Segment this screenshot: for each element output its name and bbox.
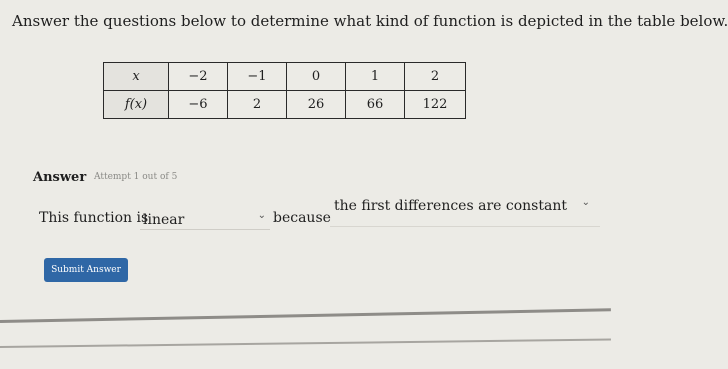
table-cell: 26 xyxy=(287,91,346,119)
table-row-x xyxy=(104,63,466,91)
table-cell: 2 xyxy=(405,63,466,91)
chevron-down-icon: ⌄ xyxy=(581,197,590,208)
table-cell: −2 xyxy=(169,63,228,91)
divider xyxy=(0,339,611,348)
attempt-counter: Attempt 1 out of 5 xyxy=(94,172,178,182)
reason-value: the first differences are constant xyxy=(334,198,567,214)
table-cell: 2 xyxy=(228,91,287,119)
function-type-dropdown[interactable] xyxy=(140,203,270,230)
table-cell: −1 xyxy=(228,63,287,91)
table-cell: 0 xyxy=(287,63,346,91)
table-cell: 122 xyxy=(405,91,466,119)
row-header-fx: f(x) xyxy=(104,91,169,119)
function-type-value: linear xyxy=(143,212,185,228)
row-header-x: x xyxy=(104,63,169,91)
table-cell: 66 xyxy=(346,91,405,119)
answer-heading: Answer xyxy=(33,170,87,185)
function-table xyxy=(103,62,466,119)
chevron-down-icon: ⌄ xyxy=(257,210,266,221)
divider xyxy=(0,308,611,323)
question-text: Answer the questions below to determine what kind of function is depicted in the table below. xyxy=(12,12,728,30)
table-cell: −6 xyxy=(169,91,228,119)
table-row-fx xyxy=(104,91,466,119)
sentence-prefix: This function is xyxy=(39,210,149,226)
reason-dropdown[interactable] xyxy=(330,196,600,227)
submit-answer-button[interactable]: Submit Answer xyxy=(44,258,128,282)
table-cell: 1 xyxy=(346,63,405,91)
sentence-because: because xyxy=(273,210,331,226)
